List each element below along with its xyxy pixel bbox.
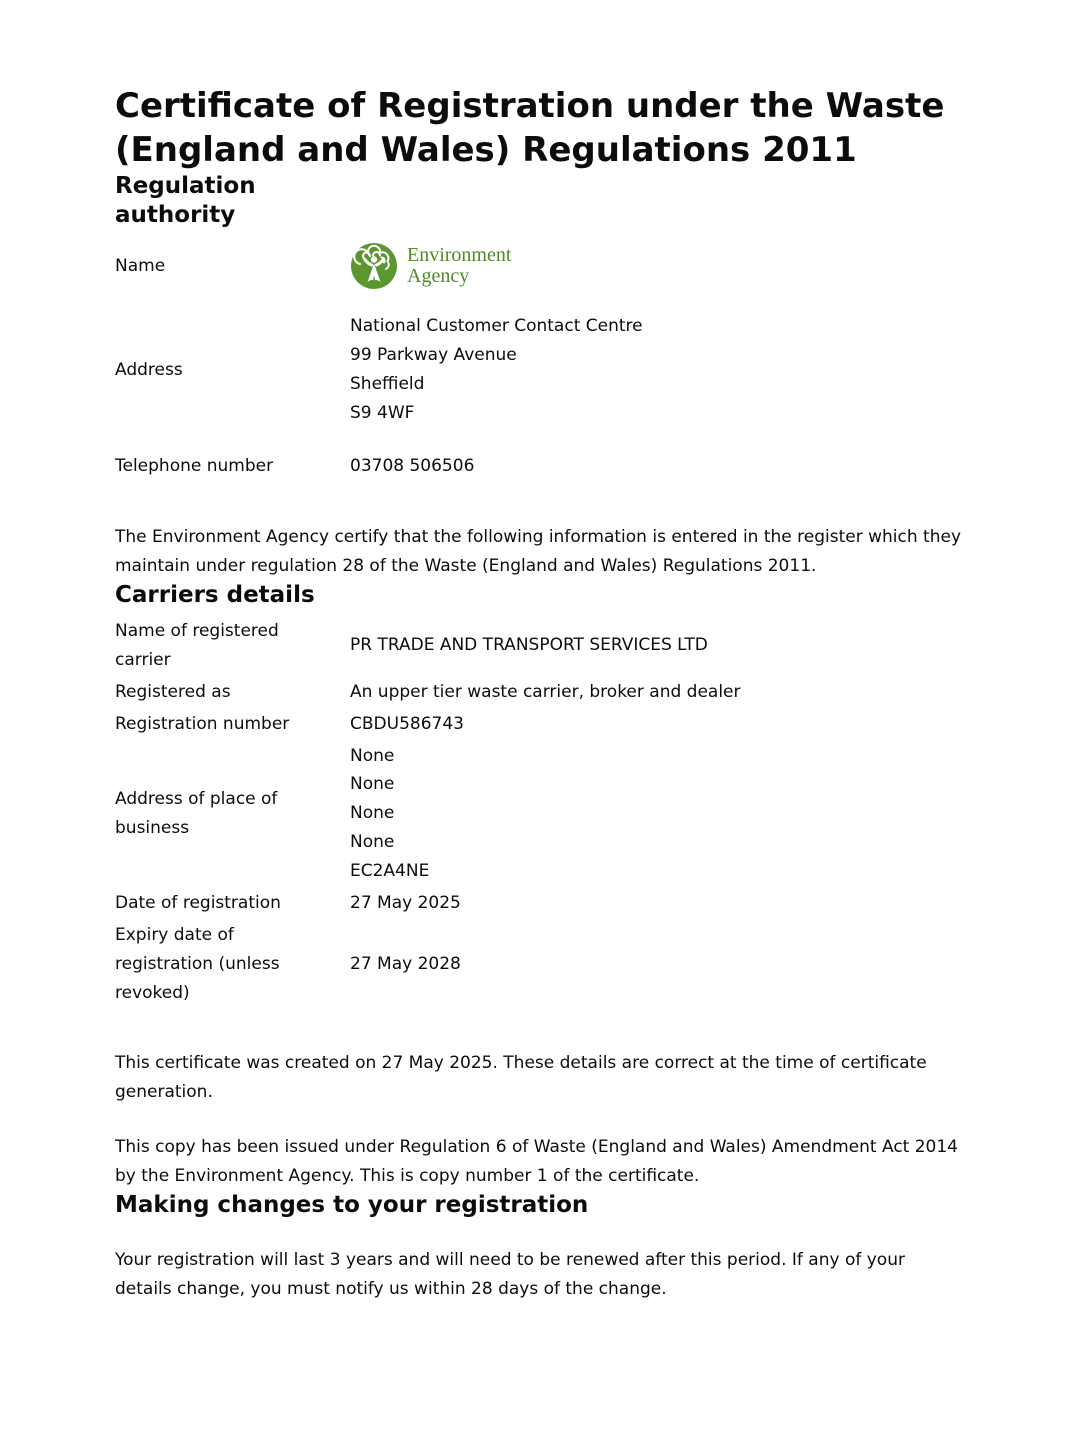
changes-paragraph: Your registration will last 3 years and will need to be renewed after this period. If any of your details change, you must notify us within 28 days of the change. <box>115 1249 905 1299</box>
expiry-date-value: 27 May 2028 <box>350 953 461 974</box>
making-changes-heading: Making changes to your registration <box>115 1191 589 1218</box>
business-address-line: None <box>350 745 395 766</box>
regulation-authority-logo <box>350 242 511 290</box>
registration-number-value: CBDU586743 <box>350 713 464 734</box>
telephone-label: Telephone number <box>115 455 274 476</box>
address-value <box>350 312 643 428</box>
expiry-date-label: Expiry date of registration (unless revoked) <box>115 924 280 1003</box>
address-line: National Customer Contact Centre <box>350 316 643 337</box>
carrier-name-value: PR TRADE AND TRANSPORT SERVICES LTD <box>350 635 708 656</box>
environment-agency-tree-icon <box>350 242 398 290</box>
created-paragraph: This certificate was created on 27 May 2025. These details are correct at the time of certificate generation. <box>115 1053 927 1102</box>
registered-as-label: Registered as <box>115 681 231 702</box>
certify-paragraph: The Environment Agency certify that the following information is entered in the register which they maintain under regulation 28 of the Waste (England and Wales) Regulations 2011. <box>115 526 962 576</box>
table-row <box>115 888 965 920</box>
table-row <box>115 919 965 1009</box>
carrier-name-label: Name of registered carrier <box>115 621 279 670</box>
business-address-value <box>350 742 429 886</box>
business-address-line: None <box>350 832 395 853</box>
table-row <box>115 676 965 708</box>
page-title: Certificate of Registration under the Waste (England and Wales) Regulations 2011 <box>115 86 945 171</box>
carriers-details-heading: Carriers details <box>115 581 315 608</box>
address-line: Sheffield <box>350 374 425 395</box>
table-row <box>115 616 965 677</box>
telephone-row <box>115 452 965 481</box>
telephone-value: 03708 506506 <box>350 455 475 476</box>
registration-number-label: Registration number <box>115 713 290 734</box>
registration-date-label: Date of registration <box>115 893 281 914</box>
name-row <box>115 242 965 290</box>
address-label: Address <box>115 359 183 380</box>
business-address-line: EC2A4NE <box>350 861 430 882</box>
copy-paragraph: This copy has been issued under Regulation 6 of Waste (England and Wales) Amendment Act 2014 by the Environment Agency. This is copy number 1 of the certificate. <box>115 1136 958 1186</box>
business-address-line: None <box>350 803 395 824</box>
business-address-label: Address of place of business <box>115 788 278 838</box>
address-line: 99 Parkway Avenue <box>350 345 517 366</box>
table-row <box>115 708 965 740</box>
registration-date-value: 27 May 2025 <box>350 893 461 914</box>
regulation-authority-heading: Regulation authority <box>115 173 256 229</box>
address-line: S9 4WF <box>350 402 415 423</box>
business-address-line: None <box>350 774 395 795</box>
name-label: Name <box>115 255 166 276</box>
carriers-details-table <box>115 616 965 1010</box>
environment-agency-logo-text: Environment Agency <box>407 244 512 288</box>
table-row <box>115 740 965 887</box>
address-row <box>115 312 965 428</box>
registered-as-value: An upper tier waste carrier, broker and dealer <box>350 681 741 702</box>
